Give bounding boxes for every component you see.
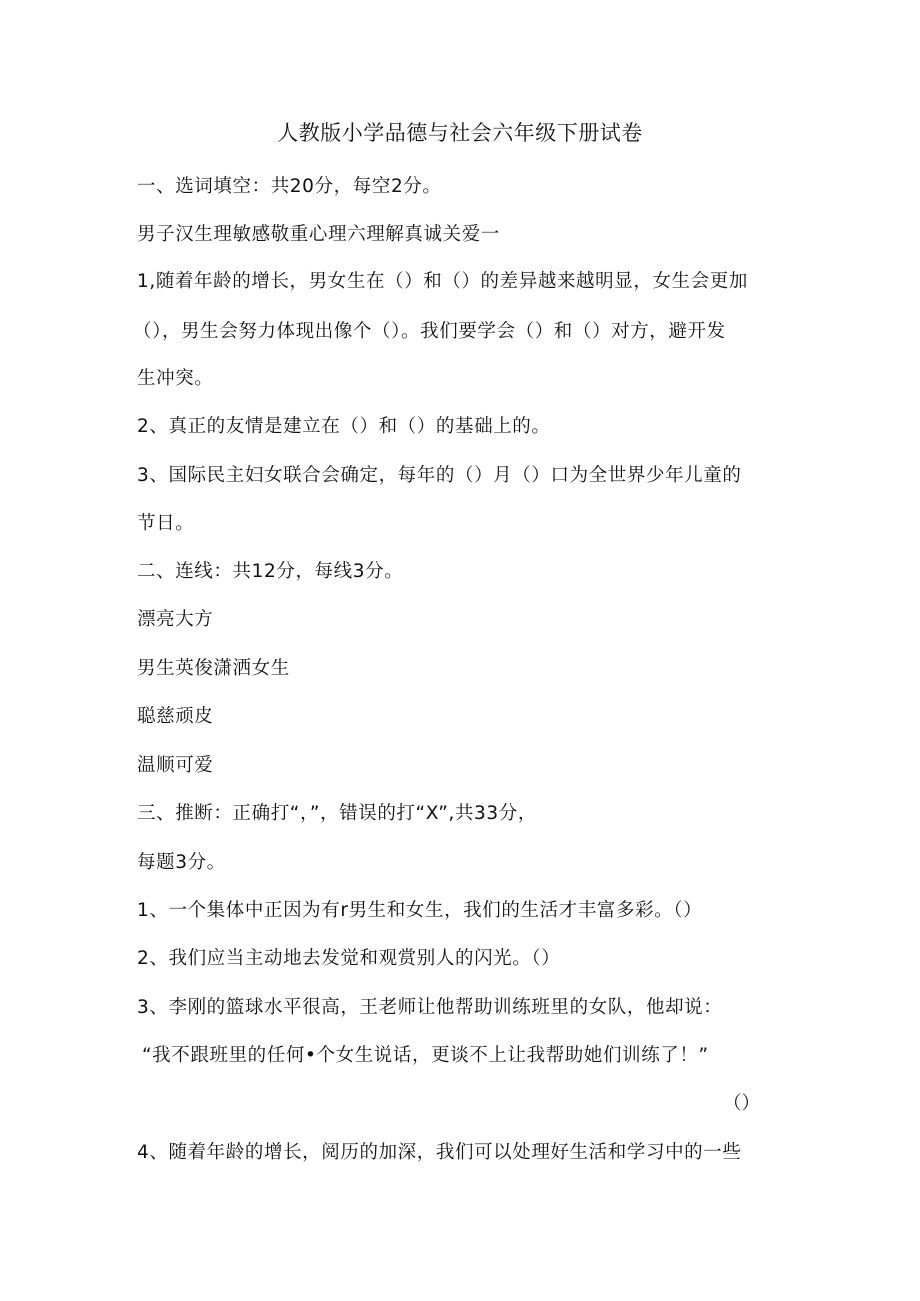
question-2: 2、真正的友情是建立在（）和（）的基础上的。 — [137, 416, 551, 437]
document-title: 人教版小学品德与社会六年级下册试卷 — [277, 121, 643, 145]
matching-item-2: 男生英俊潇洒女生 — [137, 658, 290, 679]
judgment-4-line-1: 4、随着年龄的增长，阅历的加深，我们可以处理好生活和学习中的一些 — [137, 1142, 742, 1163]
question-1-line-2: （），男生会努力体现出像个（）。我们要学会（）和（）对方，避开发 — [133, 321, 726, 342]
judgment-1: 1、一个集体中正因为有r男生和女生，我们的生活才丰富多彩。（） — [137, 900, 703, 921]
judgment-3-quote: “我不跟班里的任何•个女生说话，更谈不上让我帮助她们训练了！” — [142, 1045, 709, 1066]
question-1-line-3: 生冲突。 — [137, 368, 214, 389]
matching-item-1: 漂亮大方 — [137, 609, 214, 630]
question-1-line-1: 1,随着年龄的增长，男女生在（）和（）的差异越来越明显，女生会更加 — [137, 271, 748, 292]
matching-item-4: 温顺可爱 — [137, 755, 214, 776]
matching-item-3: 聪慈顽皮 — [137, 706, 214, 727]
question-3-line-2: 节日。 — [137, 513, 195, 534]
section-2-heading: 二、连线：共12分，每线3分。 — [137, 561, 404, 582]
section-3-scoring: 每题3分。 — [137, 852, 226, 873]
question-3-line-1: 3、国际民主妇女联合会确定，每年的（）月（）口为全世界少年儿童的 — [137, 465, 742, 486]
word-bank: 男子汉生理敏感敬重心理六理解真诚关爱一 — [137, 224, 500, 245]
judgment-2: 2、我们应当主动地去发觉和观赏别人的闪光。（） — [137, 948, 561, 969]
section-1-heading: 一、选词填空：共20分，每空2分。 — [137, 176, 442, 197]
judgment-3-line-1: 3、李刚的篮球水平很高，王老师让他帮助训练班里的女队，他却说： — [137, 997, 723, 1018]
judgment-3-answer-bracket: （） — [722, 1093, 760, 1114]
section-3-heading: 三、推断：正确打“，”，错误的打“X”,共33分， — [137, 803, 537, 824]
